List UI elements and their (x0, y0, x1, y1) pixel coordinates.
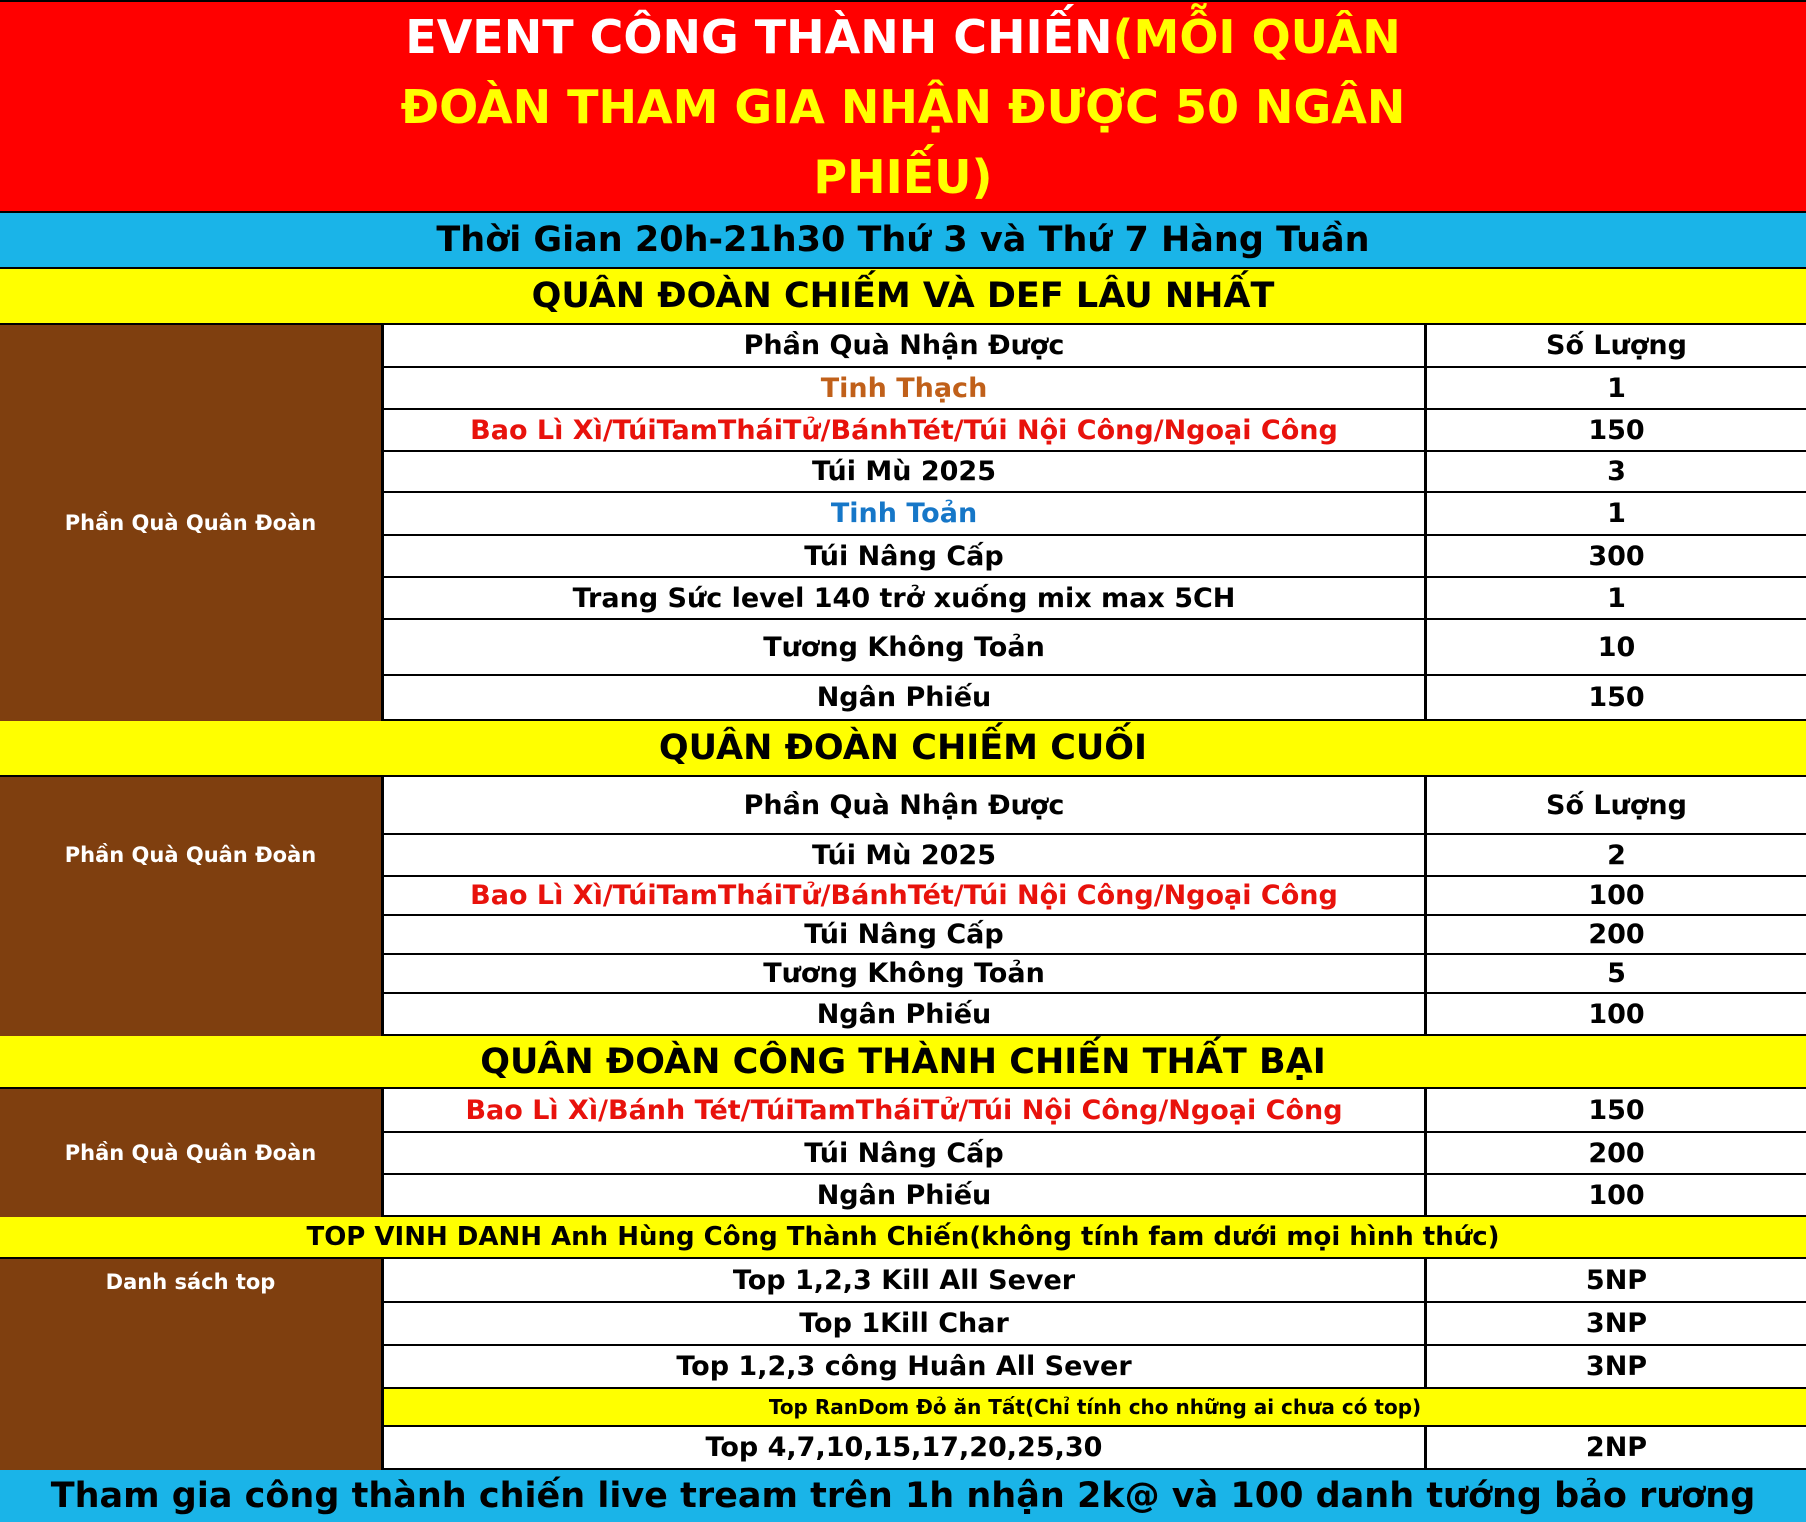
table-row (384, 676, 1806, 721)
reward-item: Ngân Phiếu (384, 676, 1427, 719)
reward-item: Tinh Thạch (384, 368, 1427, 408)
table-row (384, 1346, 1806, 1389)
reward-quantity: 2 (1607, 839, 1626, 871)
random-top-note-text: Top RanDom Đỏ ăn Tất(Chỉ tính cho những ai chưa có top) (768, 1395, 1422, 1419)
reward-quantity: 300 (1588, 540, 1645, 572)
col-header-qty: Số Lượng (1546, 330, 1687, 361)
reward-item: Túi Mù 2025 (384, 835, 1427, 875)
reward-quantity: 200 (1588, 919, 1645, 950)
table-row (384, 410, 1806, 452)
random-top-note (384, 1389, 1806, 1427)
footer-banner: Tham gia công thành chiến live tream trên 1h nhận 2k@ và 100 danh tướng bảo rương (0, 1470, 1806, 1522)
table-row (384, 1427, 1806, 1470)
reward-quantity: 1 (1607, 582, 1626, 614)
table-row (384, 620, 1806, 676)
table-row (384, 835, 1806, 877)
reward-item: Túi Mù 2025 (384, 452, 1427, 491)
reward-quantity: 200 (1588, 1137, 1645, 1169)
table-row (384, 1259, 1806, 1303)
reward-item: Tương Không Toản (384, 620, 1427, 674)
reward-quantity: 100 (1588, 880, 1645, 911)
table-row (384, 916, 1806, 955)
table-row (384, 877, 1806, 916)
reward-quantity: 150 (1588, 682, 1645, 713)
col-header-item: Phần Quà Nhận Được (384, 777, 1427, 833)
table-row (384, 536, 1806, 578)
reward-quantity: 5NP (1585, 1264, 1648, 1296)
reward-quantity: 3NP (1585, 1351, 1648, 1382)
reward-item: Top 1,2,3 công Huân All Sever (384, 1346, 1427, 1387)
col-header-item: Phần Quà Nhận Được (384, 325, 1427, 366)
reward-item: Túi Nâng Cấp (384, 916, 1427, 953)
reward-quantity: 150 (1588, 414, 1645, 446)
section3-heading: QUÂN ĐOÀN CÔNG THÀNH CHIẾN THẤT BẠI (0, 1036, 1806, 1089)
section4-side-label-text: Danh sách top (105, 1270, 276, 1294)
reward-quantity: 2NP (1585, 1432, 1648, 1463)
reward-item: Ngân Phiếu (384, 994, 1427, 1034)
section2-header-row (384, 777, 1806, 835)
reward-item: Bao Lì Xì/TúiTamTháiTử/BánhTét/Túi Nội Công/Ngoại Công (384, 877, 1427, 914)
section1-heading: QUÂN ĐOÀN CHIẾM VÀ DEF LÂU NHẤT (0, 269, 1806, 325)
table-row (384, 1175, 1806, 1217)
table-row (384, 1133, 1806, 1175)
section4-side-label (0, 1259, 384, 1470)
title-line-3: PHIẾU) (813, 149, 993, 204)
reward-item: Ngân Phiếu (384, 1175, 1427, 1215)
reward-item: Top 1,2,3 Kill All Sever (384, 1259, 1427, 1301)
section4-heading: TOP VINH DANH Anh Hùng Công Thành Chiến(không tính fam dưới mọi hình thức) (0, 1217, 1806, 1259)
reward-item: Túi Nâng Cấp (384, 536, 1427, 576)
table-row (384, 994, 1806, 1036)
reward-quantity: 3 (1607, 456, 1626, 487)
reward-item: Bao Lì Xì/TúiTamTháiTử/BánhTét/Túi Nội Công/Ngoại Công (384, 410, 1427, 450)
reward-quantity: 10 (1597, 631, 1636, 663)
title-line-2: ĐOÀN THAM GIA NHẬN ĐƯỢC 50 NGÂN (400, 79, 1406, 134)
section1-header-row (384, 325, 1806, 368)
reward-item: Top 4,7,10,15,17,20,25,30 (384, 1427, 1427, 1468)
table-row (384, 368, 1806, 410)
table-row (384, 1089, 1806, 1133)
reward-quantity: 100 (1588, 998, 1645, 1030)
reward-quantity: 3NP (1585, 1308, 1648, 1339)
reward-quantity: 5 (1607, 958, 1626, 989)
reward-item: Tương Không Toản (384, 955, 1427, 992)
reward-item: Bao Lì Xì/Bánh Tét/TúiTamTháiTử/Túi Nội Công/Ngoại Công (384, 1089, 1427, 1131)
reward-quantity: 1 (1607, 372, 1626, 404)
section1-side-label (0, 325, 384, 721)
reward-item: Top 1Kill Char (384, 1303, 1427, 1344)
table-row (384, 452, 1806, 493)
section2-side-label (0, 777, 384, 1036)
reward-item: Trang Sức level 140 trở xuống mix max 5CH (384, 578, 1427, 618)
section1-side-label-text: Phần Quà Quân Đoàn (64, 511, 317, 535)
table-row (384, 955, 1806, 994)
table-row (384, 578, 1806, 620)
section2-side-label-text: Phần Quà Quân Đoàn (64, 843, 317, 867)
section2-heading: QUÂN ĐOÀN CHIẾM CUỐI (0, 721, 1806, 777)
title-line-1 (405, 2, 1400, 72)
reward-quantity: 150 (1588, 1094, 1645, 1126)
reward-quantity: 1 (1607, 498, 1626, 529)
col-header-qty: Số Lượng (1546, 789, 1687, 821)
table-row (384, 1303, 1806, 1346)
event-title (0, 0, 1806, 213)
section3-side-label-text: Phần Quà Quân Đoàn (64, 1141, 317, 1165)
title-white-text: EVENT CÔNG THÀNH CHIẾN (405, 9, 1113, 64)
reward-item: Túi Nâng Cấp (384, 1133, 1427, 1173)
section3-side-label (0, 1089, 384, 1217)
reward-quantity: 100 (1588, 1179, 1645, 1211)
reward-item: Tinh Toản (384, 493, 1427, 534)
table-row (384, 493, 1806, 536)
schedule-banner: Thời Gian 20h-21h30 Thứ 3 và Thứ 7 Hàng Tuần (0, 213, 1806, 269)
title-yellow-text: (MỖI QUÂN (1112, 9, 1401, 64)
